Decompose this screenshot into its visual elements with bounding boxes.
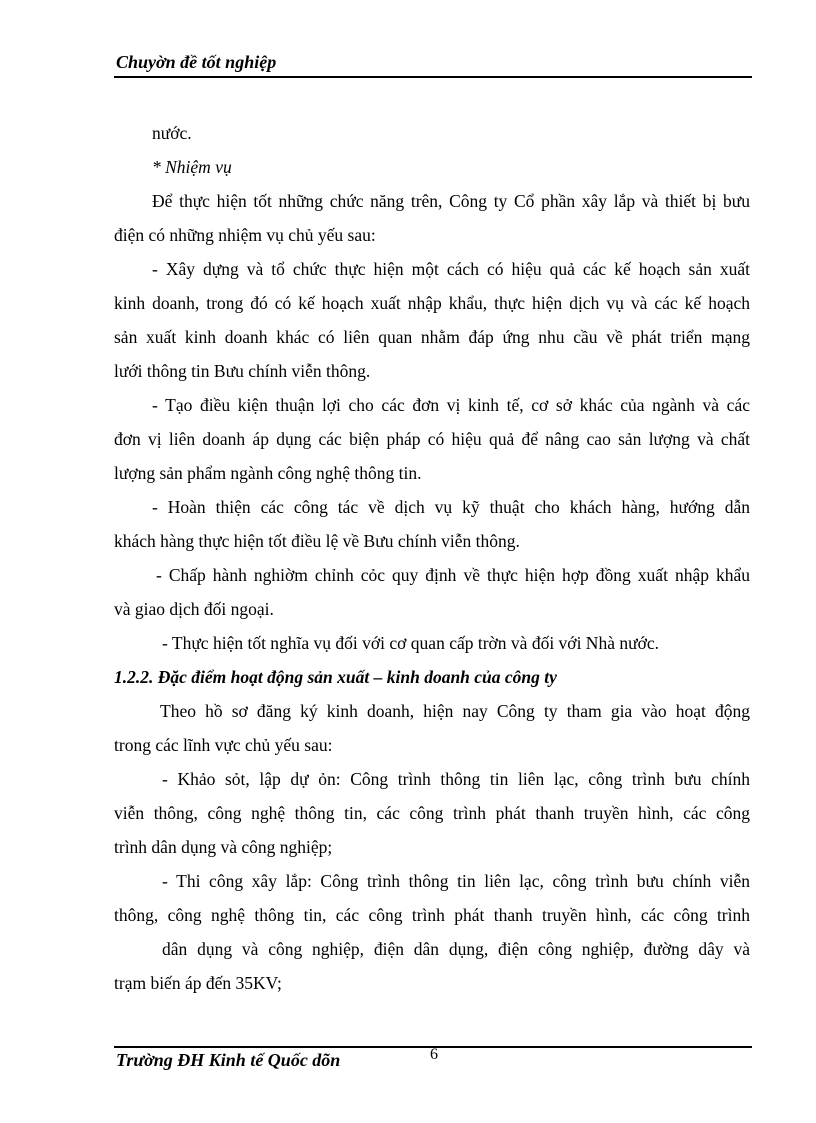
- paragraph-line: Để thực hiện tốt những chức năng trên, Công ty Cổ phần xây lắp và thiết bị bưu: [152, 191, 750, 211]
- header-divider: [114, 76, 752, 78]
- paragraph-line: đơn vị liên doanh áp dụng các biện pháp có hiệu quả để nâng cao sản lượng và chất: [114, 429, 750, 449]
- paragraph-line: trạm biến áp đến 35KV;: [114, 973, 282, 993]
- paragraph-line: trong các lĩnh vực chủ yếu sau:: [114, 735, 333, 755]
- paragraph-line: Theo hồ sơ đăng ký kinh doanh, hiện nay Công ty tham gia vào hoạt động: [160, 701, 750, 721]
- paragraph-line: nước.: [152, 123, 192, 143]
- paragraph-line: và giao dịch đối ngoại.: [114, 599, 274, 619]
- section-label-tasks: * Nhiệm vụ: [152, 157, 232, 177]
- paragraph-line: trình dân dụng và công nghiệp;: [114, 837, 333, 857]
- paragraph-line: dân dụng và công nghiệp, điện dân dụng, điện công nghiệp, đường dây và: [162, 939, 750, 959]
- paragraph-line: viễn thông, công nghệ thông tin, các công trình phát thanh truyền hình, các công: [114, 803, 750, 823]
- paragraph-line: - Thi công xây lắp: Công trình thông tin liên lạc, công trình bưu chính viễn: [162, 871, 750, 891]
- paragraph-line: - Hoàn thiện các công tác về dịch vụ kỹ thuật cho khách hàng, hướng dẫn: [152, 497, 750, 517]
- paragraph-line: điện có những nhiệm vụ chủ yếu sau:: [114, 225, 376, 245]
- paragraph-line: kinh doanh, trong đó có kế hoạch xuất nhập khẩu, thực hiện dịch vụ và các kế hoạch: [114, 293, 750, 313]
- paragraph-line: - Xây dựng và tổ chức thực hiện một cách có hiệu quả các kế hoạch sản xuất: [152, 259, 750, 279]
- paragraph-line: khách hàng thực hiện tốt điều lệ về Bưu chính viễn thông.: [114, 531, 520, 551]
- paragraph-line: - Khảo sỏt, lập dự ỏn: Công trình thông tin liên lạc, công trình bưu chính: [162, 769, 750, 789]
- section-heading: 1.2.2. Đặc điểm hoạt động sản xuất – kinh doanh của công ty: [114, 667, 557, 687]
- paragraph-line: thông, công nghệ thông tin, các công trình phát thanh truyền hình, các công trình: [114, 905, 750, 925]
- paragraph-line: sản xuất kinh doanh khác có liên quan nhằm đáp ứng nhu cầu về phát triển mạng: [114, 327, 750, 347]
- paragraph-line: lượng sản phẩm ngành công nghệ thông tin.: [114, 463, 422, 483]
- paragraph-line: lưới thông tin Bưu chính viễn thông.: [114, 361, 371, 381]
- document-body: [114, 116, 750, 1000]
- page-number: 6: [430, 1046, 438, 1063]
- footer-title: Trường ĐH Kinh tế Quốc dõn: [116, 1050, 341, 1070]
- paragraph-line: - Chấp hành nghiờm chỉnh cỏc quy định về thực hiện hợp đồng xuất nhập khẩu: [156, 565, 750, 585]
- header-title: Chuyờn đề tốt nghiệp: [116, 52, 277, 72]
- paragraph-line: - Tạo điều kiện thuận lợi cho các đơn vị kinh tế, cơ sở khác của ngành và các: [152, 395, 750, 415]
- paragraph-line: - Thực hiện tốt nghĩa vụ đối với cơ quan cấp trờn và đối với Nhà nước.: [162, 633, 659, 653]
